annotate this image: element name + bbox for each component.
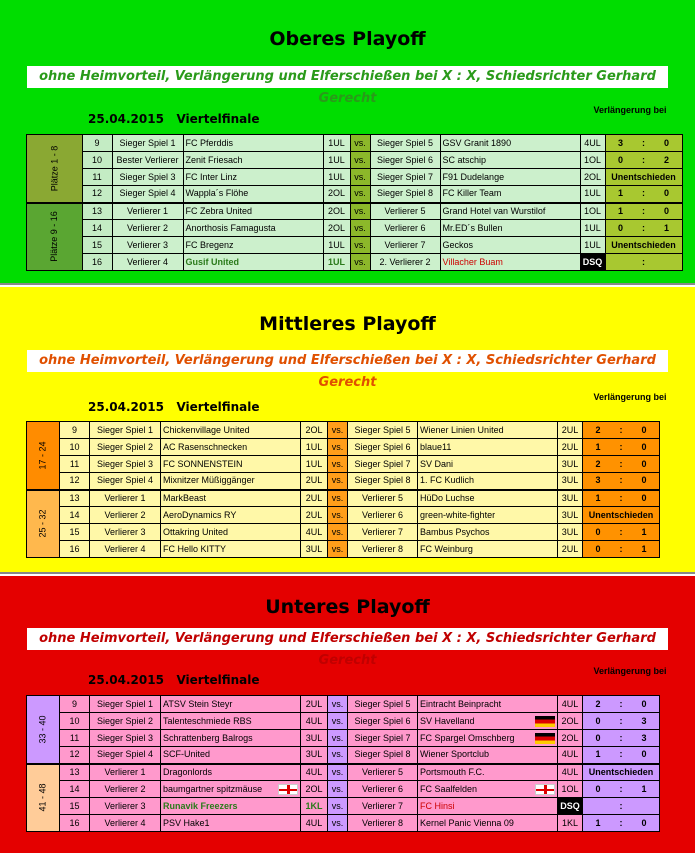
overtime-header: Verlängerung bei (593, 392, 667, 402)
slot-label: Sieger Spiel 8 (370, 186, 440, 203)
match-result: 1 : 0 (583, 490, 660, 507)
date-round-label: 25.04.2015 Viertelfinale (88, 400, 260, 414)
slot-label: Sieger Spiel 6 (370, 152, 440, 169)
match-row (27, 422, 660, 439)
playoff-table (26, 421, 660, 558)
slot-label: Verlierer 7 (348, 524, 418, 541)
vs-label: vs. (350, 203, 370, 220)
match-number: 13 (60, 764, 90, 781)
vs-label: vs. (328, 696, 348, 713)
team-league: 2UL (301, 473, 328, 490)
team-league: 1KL (301, 798, 328, 815)
team-league: 1UL (323, 169, 350, 186)
vs-label: vs. (328, 456, 348, 473)
match-row (27, 747, 660, 764)
team-name: Grand Hotel van Wurstilof (440, 203, 580, 220)
team-name: Geckos (440, 237, 580, 254)
match-row (27, 203, 683, 220)
slot-label: Sieger Spiel 6 (348, 713, 418, 730)
vs-label: vs. (350, 186, 370, 203)
team-name: Schrattenberg Balrogs (161, 730, 301, 747)
match-number: 10 (60, 713, 90, 730)
slot-label: Sieger Spiel 5 (348, 422, 418, 439)
slot-label: Verlierer 1 (90, 764, 161, 781)
slot-label: Sieger Spiel 3 (90, 456, 161, 473)
team-league: 2UL (301, 490, 328, 507)
team-name: Bambus Psychos (418, 524, 558, 541)
team-name: Dragonlords (161, 764, 301, 781)
match-number: 11 (60, 730, 90, 747)
team-name: Kernel Panic Vienna 09 (418, 815, 558, 832)
match-number: 14 (60, 781, 90, 798)
slot-label: Verlierer 2 (112, 220, 183, 237)
team-league: 3UL (558, 524, 583, 541)
vs-label: vs. (350, 237, 370, 254)
team-name: Talenteschmiede RBS (161, 713, 301, 730)
match-row (27, 220, 683, 237)
team-league: 2UL (558, 439, 583, 456)
vs-label: vs. (328, 713, 348, 730)
team-league: 1UL (323, 237, 350, 254)
slot-label: Sieger Spiel 5 (370, 135, 440, 152)
slot-label: Verlierer 2 (90, 507, 161, 524)
date-round-label: 25.04.2015 Viertelfinale (88, 112, 260, 126)
slot-label: Sieger Spiel 2 (90, 439, 161, 456)
slot-label: Verlierer 6 (348, 507, 418, 524)
match-row (27, 713, 660, 730)
team-league: 2UL (301, 696, 328, 713)
match-row (27, 798, 660, 815)
team-league: 3UL (558, 473, 583, 490)
team-league: 3UL (301, 541, 328, 558)
match-row (27, 186, 683, 203)
slot-label: 2. Verlierer 2 (370, 254, 440, 271)
team-name: PSV Hake1 (161, 815, 301, 832)
match-number: 9 (60, 696, 90, 713)
england-flag-icon (278, 784, 298, 795)
team-name: FC Zebra United (183, 203, 323, 220)
team-name: FC Bregenz (183, 237, 323, 254)
team-league: 2UL (301, 507, 328, 524)
overtime-header: Verlängerung bei (593, 666, 667, 676)
match-result: 1 : 0 (605, 186, 682, 203)
group-label: 41 - 48 (27, 764, 60, 832)
match-row (27, 524, 660, 541)
slot-label: Sieger Spiel 2 (90, 713, 161, 730)
vs-label: vs. (328, 473, 348, 490)
team-league: 2OL (323, 203, 350, 220)
slot-label: Sieger Spiel 1 (90, 696, 161, 713)
team-league: 4UL (301, 524, 328, 541)
match-number: 11 (60, 456, 90, 473)
match-row (27, 473, 660, 490)
slot-label: Verlierer 8 (348, 815, 418, 832)
slot-label: Sieger Spiel 5 (348, 696, 418, 713)
team-league: 1UL (580, 237, 605, 254)
slot-label: Sieger Spiel 4 (112, 186, 183, 203)
team-league: 1UL (301, 456, 328, 473)
slot-label: Verlierer 4 (90, 541, 161, 558)
section-subtitle: ohne Heimvorteil, Verlängerung und Elferschießen bei X : X, Schiedsrichter Gerhard Gerecht (27, 66, 668, 88)
team-name: Gusif United (183, 254, 323, 271)
team-name: F91 Dudelange (440, 169, 580, 186)
slot-label: Sieger Spiel 8 (348, 473, 418, 490)
slot-label: Sieger Spiel 6 (348, 439, 418, 456)
team-league: 1UL (323, 135, 350, 152)
slot-label: Sieger Spiel 1 (90, 422, 161, 439)
match-number: 16 (60, 541, 90, 558)
team-league: 3UL (558, 490, 583, 507)
match-result: 2 : 0 (583, 422, 660, 439)
match-number: 11 (82, 169, 112, 186)
group-label: 17 - 24 (27, 422, 60, 490)
team-name: AC Rasenschnecken (161, 439, 301, 456)
match-row (27, 169, 683, 186)
team-league: 2OL (558, 713, 583, 730)
team-name: FC Inter Linz (183, 169, 323, 186)
team-name: Ottakring United (161, 524, 301, 541)
match-result: : (605, 254, 682, 271)
match-row (27, 439, 660, 456)
match-result: 0 : 1 (583, 524, 660, 541)
overtime-header: Verlängerung bei (593, 105, 667, 115)
match-result: 1 : 0 (605, 203, 682, 220)
team-name: Mixnitzer Müßiggänger (161, 473, 301, 490)
team-league: 4UL (301, 764, 328, 781)
team-name: GSV Granit 1890 (440, 135, 580, 152)
team-league: 3UL (558, 507, 583, 524)
team-league: 2OL (558, 730, 583, 747)
team-name: FC Spargel Omschberg (418, 730, 558, 747)
team-name: Mr.ED´s Bullen (440, 220, 580, 237)
vs-label: vs. (328, 747, 348, 764)
match-row (27, 456, 660, 473)
match-result: 0 : 1 (583, 781, 660, 798)
vs-label: vs. (328, 764, 348, 781)
vs-label: vs. (350, 254, 370, 271)
match-number: 10 (82, 152, 112, 169)
team-league: 3UL (301, 730, 328, 747)
slot-label: Sieger Spiel 7 (348, 730, 418, 747)
playoff-table (26, 695, 660, 832)
team-name: ATSV Stein Steyr (161, 696, 301, 713)
team-league: 1OL (558, 781, 583, 798)
match-row (27, 135, 683, 152)
team-league: 4UL (580, 135, 605, 152)
vs-label: vs. (350, 169, 370, 186)
team-name: Eintracht Beinpracht (418, 696, 558, 713)
match-number: 12 (82, 186, 112, 203)
group-label: Plätze 9 - 16 (27, 203, 83, 271)
team-league: 1UL (323, 254, 350, 271)
team-name: Anorthosis Famagusta (183, 220, 323, 237)
match-row (27, 696, 660, 713)
england-flag-icon (535, 784, 555, 795)
slot-label: Verlierer 7 (348, 798, 418, 815)
team-name: 1. FC Kudlich (418, 473, 558, 490)
match-result: : (583, 798, 660, 815)
group-label: 33 - 40 (27, 696, 60, 764)
section-title: Unteres Playoff (265, 596, 430, 618)
match-result: 0 : 1 (605, 220, 682, 237)
match-row (27, 764, 660, 781)
slot-label: Sieger Spiel 8 (348, 747, 418, 764)
match-number: 14 (60, 507, 90, 524)
team-name: Zenit Friesach (183, 152, 323, 169)
vs-label: vs. (328, 507, 348, 524)
match-result: 1 : 0 (583, 439, 660, 456)
team-name: FC Weinburg (418, 541, 558, 558)
slot-label: Verlierer 3 (112, 237, 183, 254)
match-result: 0 : 3 (583, 730, 660, 747)
team-name: Chickenvillage United (161, 422, 301, 439)
match-number: 9 (82, 135, 112, 152)
team-league: 3UL (301, 747, 328, 764)
vs-label: vs. (328, 524, 348, 541)
vs-label: vs. (350, 135, 370, 152)
team-league: 1OL (580, 152, 605, 169)
team-name: baumgartner spitzmäuse (161, 781, 301, 798)
team-league: 4UL (558, 696, 583, 713)
vs-label: vs. (328, 781, 348, 798)
match-result: Unentschieden (583, 507, 660, 524)
slot-label: Bester Verlierer (112, 152, 183, 169)
slot-label: Verlierer 3 (90, 798, 161, 815)
match-number: 9 (60, 422, 90, 439)
slot-label: Sieger Spiel 4 (90, 473, 161, 490)
team-league: 4UL (301, 815, 328, 832)
slot-label: Verlierer 6 (370, 220, 440, 237)
section-subtitle: ohne Heimvorteil, Verlängerung und Elferschießen bei X : X, Schiedsrichter Gerhard Gerecht (27, 350, 668, 372)
team-name: FC Hello KITTY (161, 541, 301, 558)
match-row (27, 254, 683, 271)
match-row (27, 730, 660, 747)
group-label: 25 - 32 (27, 490, 60, 558)
match-result: 0 : 2 (605, 152, 682, 169)
slot-label: Sieger Spiel 1 (112, 135, 183, 152)
date-round-label: 25.04.2015 Viertelfinale (88, 673, 260, 687)
team-name: FC Hinsi (418, 798, 558, 815)
vs-label: vs. (328, 490, 348, 507)
vs-label: vs. (328, 815, 348, 832)
match-result: 1 : 0 (583, 747, 660, 764)
team-name: Wiener Linien United (418, 422, 558, 439)
team-league: 1UL (580, 220, 605, 237)
match-result: 3 : 0 (605, 135, 682, 152)
team-name: green-white-fighter (418, 507, 558, 524)
team-name: FC SONNENSTEIN (161, 456, 301, 473)
slot-label: Verlierer 6 (348, 781, 418, 798)
match-number: 16 (60, 815, 90, 832)
team-league: 4UL (301, 713, 328, 730)
slot-label: Sieger Spiel 7 (348, 456, 418, 473)
vs-label: vs. (350, 152, 370, 169)
slot-label: Verlierer 5 (348, 764, 418, 781)
match-number: 12 (60, 473, 90, 490)
slot-label: Sieger Spiel 7 (370, 169, 440, 186)
team-league: 4UL (558, 764, 583, 781)
team-league: 1UL (580, 186, 605, 203)
match-number: 13 (60, 490, 90, 507)
team-name: Wappla´s Flöhe (183, 186, 323, 203)
match-row (27, 237, 683, 254)
match-result: Unentschieden (605, 169, 682, 186)
match-result: 0 : 3 (583, 713, 660, 730)
slot-label: Verlierer 4 (112, 254, 183, 271)
team-name: FC Pferddis (183, 135, 323, 152)
team-name: blaue11 (418, 439, 558, 456)
team-league: 2OL (323, 186, 350, 203)
slot-label: Verlierer 8 (348, 541, 418, 558)
match-result: Unentschieden (583, 764, 660, 781)
vs-label: vs. (328, 422, 348, 439)
team-league: 2OL (301, 422, 328, 439)
germany-flag-icon (535, 733, 555, 744)
team-league: 2UL (558, 422, 583, 439)
slot-label: Sieger Spiel 3 (112, 169, 183, 186)
team-league: 2UL (558, 541, 583, 558)
match-row (27, 507, 660, 524)
section-subtitle: ohne Heimvorteil, Verlängerung und Elferschießen bei X : X, Schiedsrichter Gerhard Gerecht (27, 628, 668, 650)
slot-label: Verlierer 4 (90, 815, 161, 832)
slot-label: Verlierer 3 (90, 524, 161, 541)
vs-label: vs. (328, 439, 348, 456)
match-number: 15 (82, 237, 112, 254)
team-league: 1UL (323, 152, 350, 169)
slot-label: Verlierer 7 (370, 237, 440, 254)
team-league: 1OL (580, 203, 605, 220)
match-number: 14 (82, 220, 112, 237)
match-result: 3 : 0 (583, 473, 660, 490)
team-league: 4UL (558, 747, 583, 764)
team-league: 1KL (558, 815, 583, 832)
playoff-table (26, 134, 683, 271)
team-name: Portsmouth F.C. (418, 764, 558, 781)
group-label: Plätze 1 - 8 (27, 135, 83, 203)
team-league: 2OL (323, 220, 350, 237)
team-name: Runavik Freezers (161, 798, 301, 815)
slot-label: Verlierer 1 (112, 203, 183, 220)
team-name: SV Havelland (418, 713, 558, 730)
match-result: 2 : 0 (583, 456, 660, 473)
match-result: 2 : 0 (583, 696, 660, 713)
vs-label: vs. (328, 541, 348, 558)
match-result: Unentschieden (605, 237, 682, 254)
slot-label: Verlierer 5 (370, 203, 440, 220)
match-number: 12 (60, 747, 90, 764)
team-name: FC Saalfelden (418, 781, 558, 798)
vs-label: vs. (328, 798, 348, 815)
match-row (27, 541, 660, 558)
team-name: SV Dani (418, 456, 558, 473)
match-row (27, 152, 683, 169)
team-name: SCF-United (161, 747, 301, 764)
team-name: HüDo Luchse (418, 490, 558, 507)
team-name: MarkBeast (161, 490, 301, 507)
team-league: 1UL (301, 439, 328, 456)
section-title: Mittleres Playoff (259, 313, 436, 335)
team-league: 2OL (580, 169, 605, 186)
vs-label: vs. (328, 730, 348, 747)
team-league: DSQ (580, 254, 605, 271)
slot-label: Sieger Spiel 4 (90, 747, 161, 764)
team-name: Villacher Buam (440, 254, 580, 271)
team-league: 2OL (301, 781, 328, 798)
section-title: Oberes Playoff (269, 28, 426, 50)
team-name: FC Killer Team (440, 186, 580, 203)
team-league: 3UL (558, 456, 583, 473)
team-league: DSQ (558, 798, 583, 815)
slot-label: Verlierer 1 (90, 490, 161, 507)
match-number: 15 (60, 524, 90, 541)
team-name: SC atschip (440, 152, 580, 169)
germany-flag-icon (535, 716, 555, 727)
match-result: 1 : 0 (583, 815, 660, 832)
team-name: Wiener Sportclub (418, 747, 558, 764)
vs-label: vs. (350, 220, 370, 237)
match-number: 10 (60, 439, 90, 456)
match-number: 16 (82, 254, 112, 271)
slot-label: Verlierer 2 (90, 781, 161, 798)
match-result: 0 : 1 (583, 541, 660, 558)
slot-label: Verlierer 5 (348, 490, 418, 507)
match-row (27, 815, 660, 832)
match-number: 13 (82, 203, 112, 220)
match-number: 15 (60, 798, 90, 815)
match-row (27, 781, 660, 798)
match-row (27, 490, 660, 507)
team-name: AeroDynamics RY (161, 507, 301, 524)
slot-label: Sieger Spiel 3 (90, 730, 161, 747)
